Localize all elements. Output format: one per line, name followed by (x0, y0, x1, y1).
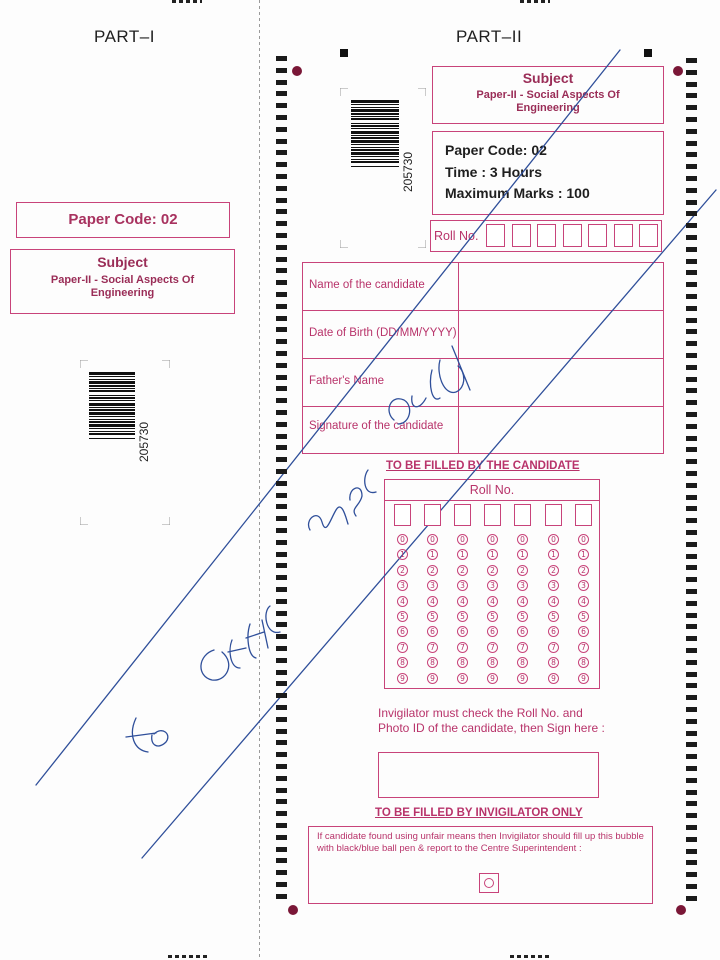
timing-mark (686, 589, 697, 594)
timing-mark (686, 695, 697, 700)
omr-bubble[interactable]: 6 (397, 626, 408, 637)
timing-mark (686, 141, 697, 146)
scan-edge-mark (172, 0, 202, 3)
timing-mark (276, 162, 287, 167)
omr-bubble[interactable]: 8 (457, 657, 468, 668)
timing-mark (276, 823, 287, 828)
timing-mark (276, 469, 287, 474)
timing-mark (276, 174, 287, 179)
timing-mark (686, 778, 697, 783)
omr-bubble[interactable]: 1 (397, 549, 408, 560)
part1-title: PART–I (94, 27, 155, 46)
timing-mark (686, 577, 697, 582)
timing-mark (686, 660, 697, 665)
timing-mark (276, 611, 287, 616)
omr-bubble[interactable]: 3 (427, 580, 438, 591)
timing-mark (686, 82, 697, 87)
omr-roll-cell[interactable] (394, 504, 411, 526)
timing-mark (686, 506, 697, 511)
omr-bubble[interactable]: 4 (487, 596, 498, 607)
candidate-section-heading: TO BE FILLED BY THE CANDIDATE (386, 460, 580, 472)
timing-mark (686, 790, 697, 795)
timing-mark (686, 117, 697, 122)
part2-time: Time : 3 Hours (445, 164, 542, 180)
invigilator-instruction: Invigilator must check the Roll No. and Photo ID of the candidate, then Sign here : (378, 706, 605, 735)
timing-mark (276, 599, 287, 604)
omr-bubble[interactable]: 8 (427, 657, 438, 668)
timing-mark (276, 221, 287, 226)
roll-no-cell[interactable] (614, 224, 633, 247)
omr-bubble[interactable]: 1 (487, 549, 498, 560)
omr-bubble[interactable]: 9 (487, 673, 498, 684)
timing-mark (686, 259, 697, 264)
timing-mark (276, 575, 287, 580)
timing-mark (276, 198, 287, 203)
timing-mark (686, 766, 697, 771)
handwriting-stroke (309, 470, 376, 530)
omr-bubble[interactable]: 9 (578, 673, 589, 684)
timing-mark (276, 658, 287, 663)
part2-title: PART–II (456, 27, 523, 46)
timing-mark (276, 894, 287, 899)
timing-mark (686, 318, 697, 323)
timing-mark (276, 788, 287, 793)
timing-mark (276, 752, 287, 757)
omr-bubble[interactable]: 1 (517, 549, 528, 560)
timing-mark (276, 103, 287, 108)
omr-bubble[interactable]: 9 (548, 673, 559, 684)
timing-mark (686, 518, 697, 523)
timing-mark (276, 363, 287, 368)
part1-paper-code: Paper Code: 02 (68, 211, 178, 228)
timing-mark (276, 493, 287, 498)
omr-roll-cell[interactable] (484, 504, 501, 526)
timing-mark (686, 530, 697, 535)
omr-roll-cell[interactable] (545, 504, 562, 526)
timing-mark (276, 316, 287, 321)
field-label-father-name: Father's Name (309, 375, 385, 387)
timing-mark (686, 648, 697, 653)
timing-mark (276, 257, 287, 262)
roll-no-cell[interactable] (486, 224, 505, 247)
omr-roll-cell[interactable] (424, 504, 441, 526)
omr-bubble[interactable]: 8 (578, 657, 589, 668)
omr-bubble[interactable]: 2 (578, 565, 589, 576)
omr-bubble[interactable]: 0 (487, 534, 498, 545)
omr-bubble[interactable]: 9 (427, 673, 438, 684)
timing-mark (686, 188, 697, 193)
timing-mark (276, 587, 287, 592)
timing-mark (686, 837, 697, 842)
omr-bubble[interactable]: 8 (517, 657, 528, 668)
timing-mark (686, 849, 697, 854)
scan-edge-mark (510, 955, 550, 958)
part2-max-marks: Maximum Marks : 100 (445, 185, 590, 201)
timing-mark (686, 353, 697, 358)
timing-mark (686, 447, 697, 452)
timing-mark (276, 847, 287, 852)
timing-mark (686, 672, 697, 677)
scan-edge-mark (520, 0, 550, 3)
omr-bubble[interactable]: 6 (427, 626, 438, 637)
omr-bubble[interactable]: 2 (457, 565, 468, 576)
omr-bubble[interactable]: 6 (578, 626, 589, 637)
omr-bubble[interactable]: 8 (397, 657, 408, 668)
timing-mark (686, 884, 697, 889)
timing-mark (276, 445, 287, 450)
timing-mark (686, 105, 697, 110)
timing-mark (276, 622, 287, 627)
timing-mark (686, 341, 697, 346)
timing-mark (686, 377, 697, 382)
omr-bubble[interactable]: 5 (517, 611, 528, 622)
omr-bubble[interactable]: 2 (487, 565, 498, 576)
timing-mark (276, 127, 287, 132)
timing-mark (686, 801, 697, 806)
omr-bubble[interactable]: 4 (397, 596, 408, 607)
timing-mark (686, 495, 697, 500)
invigilator-section-heading: TO BE FILLED BY INVIGILATOR ONLY (375, 807, 583, 819)
omr-bubble[interactable]: 5 (548, 611, 559, 622)
timing-mark (276, 717, 287, 722)
timing-mark (686, 624, 697, 629)
timing-mark (686, 613, 697, 618)
omr-bubble[interactable]: 4 (517, 596, 528, 607)
omr-bubble[interactable]: 3 (548, 580, 559, 591)
timing-mark (686, 860, 697, 865)
omr-bubble[interactable]: 2 (427, 565, 438, 576)
timing-mark (686, 554, 697, 559)
roll-no-cell[interactable] (588, 224, 607, 247)
omr-bubble[interactable]: 5 (578, 611, 589, 622)
timing-mark (686, 211, 697, 216)
part1-subject-name: Paper-II - Social Aspects Of Engineering (50, 274, 195, 299)
timing-mark (276, 552, 287, 557)
omr-bubble[interactable]: 3 (397, 580, 408, 591)
part2-subject-heading: Subject (522, 70, 574, 86)
timing-mark (686, 176, 697, 181)
omr-bubble[interactable]: 6 (517, 626, 528, 637)
timing-mark (686, 306, 697, 311)
omr-bubble[interactable]: 1 (457, 549, 468, 560)
timing-mark (276, 139, 287, 144)
omr-bubble[interactable]: 4 (548, 596, 559, 607)
omr-bubble[interactable]: 0 (578, 534, 589, 545)
omr-bubble[interactable]: 3 (457, 580, 468, 591)
timing-mark (276, 115, 287, 120)
omr-bubble[interactable]: 0 (427, 534, 438, 545)
timing-mark (276, 339, 287, 344)
timing-mark (686, 235, 697, 240)
timing-mark (276, 670, 287, 675)
omr-bubble[interactable]: 6 (457, 626, 468, 637)
timing-mark (276, 245, 287, 250)
timing-mark (686, 129, 697, 134)
omr-bubble[interactable]: 6 (548, 626, 559, 637)
timing-mark (276, 68, 287, 73)
omr-bubble[interactable]: 7 (548, 642, 559, 653)
timing-mark (276, 351, 287, 356)
timing-mark (686, 813, 697, 818)
handwriting-stroke (126, 718, 168, 752)
timing-mark (276, 729, 287, 734)
timing-mark (276, 835, 287, 840)
omr-bubble[interactable]: 5 (397, 611, 408, 622)
timing-mark (276, 693, 287, 698)
timing-mark (276, 280, 287, 285)
omr-bubble[interactable]: 7 (487, 642, 498, 653)
timing-mark (276, 563, 287, 568)
part2-paper-code: Paper Code: 02 (445, 142, 547, 158)
timing-mark (276, 481, 287, 486)
timing-mark (686, 471, 697, 476)
timing-mark (276, 304, 287, 309)
timing-mark (686, 719, 697, 724)
timing-mark (276, 705, 287, 710)
timing-mark (686, 542, 697, 547)
omr-bubble[interactable]: 2 (517, 565, 528, 576)
timing-mark (276, 858, 287, 863)
omr-bubble[interactable]: 0 (548, 534, 559, 545)
timing-mark (686, 365, 697, 370)
timing-mark (686, 400, 697, 405)
timing-mark (276, 811, 287, 816)
timing-mark (276, 764, 287, 769)
omr-bubble[interactable]: 2 (397, 565, 408, 576)
timing-mark (686, 707, 697, 712)
timing-mark (276, 457, 287, 462)
omr-bubble[interactable]: 4 (427, 596, 438, 607)
part1-subject-heading: Subject (97, 254, 148, 270)
timing-mark (276, 186, 287, 191)
diagonal-strike-line (36, 50, 620, 785)
omr-bubble[interactable]: 9 (457, 673, 468, 684)
omr-bubble[interactable]: 1 (548, 549, 559, 560)
omr-bubble[interactable]: 3 (487, 580, 498, 591)
omr-bubble[interactable]: 7 (427, 642, 438, 653)
timing-mark (686, 58, 697, 63)
timing-mark (686, 754, 697, 759)
timing-mark (276, 646, 287, 651)
omr-roll-cell[interactable] (575, 504, 592, 526)
timing-mark (686, 825, 697, 830)
timing-mark (276, 386, 287, 391)
timing-mark (276, 504, 287, 509)
field-label-name: Name of the candidate (309, 279, 425, 291)
roll-no-cell[interactable] (512, 224, 531, 247)
timing-mark (276, 634, 287, 639)
omr-roll-cell[interactable] (454, 504, 471, 526)
timing-mark (686, 164, 697, 169)
timing-mark (686, 388, 697, 393)
omr-bubble[interactable]: 1 (578, 549, 589, 560)
timing-mark (686, 565, 697, 570)
timing-mark (686, 872, 697, 877)
timing-mark (686, 483, 697, 488)
timing-mark (276, 80, 287, 85)
timing-mark (276, 410, 287, 415)
timing-mark (686, 742, 697, 747)
roll-grid-heading: Roll No. (385, 480, 599, 501)
field-label-dob: Date of Birth (DD/MM/YYYY) (309, 327, 457, 339)
timing-mark (686, 93, 697, 98)
omr-bubble[interactable]: 5 (457, 611, 468, 622)
omr-bubble[interactable]: 2 (548, 565, 559, 576)
part1-barcode-number: 205730 (137, 421, 151, 462)
timing-mark (276, 327, 287, 332)
timing-mark (686, 436, 697, 441)
omr-bubble[interactable]: 0 (397, 534, 408, 545)
timing-mark (276, 740, 287, 745)
unfair-means-note: If candidate found using unfair means then Invigilator should fill up this bubble with black/blue ball pen & report to the Centre Superintendent : (317, 831, 644, 854)
timing-mark (276, 233, 287, 238)
omr-bubble[interactable]: 6 (487, 626, 498, 637)
timing-mark (276, 516, 287, 521)
omr-bubble[interactable]: 0 (457, 534, 468, 545)
timing-mark (276, 776, 287, 781)
omr-bubble[interactable]: 5 (427, 611, 438, 622)
timing-mark (276, 681, 287, 686)
omr-bubble[interactable]: 8 (487, 657, 498, 668)
timing-mark (686, 70, 697, 75)
timing-mark (686, 424, 697, 429)
timing-mark (276, 268, 287, 273)
timing-mark (686, 731, 697, 736)
timing-mark (686, 896, 697, 901)
omr-bubble[interactable]: 4 (457, 596, 468, 607)
scan-edge-mark (168, 955, 208, 958)
roll-no-label: Roll No. (434, 229, 479, 243)
timing-mark (686, 223, 697, 228)
omr-bubble[interactable]: 8 (548, 657, 559, 668)
roll-no-cell[interactable] (563, 224, 582, 247)
timing-mark (276, 870, 287, 875)
timing-mark (276, 528, 287, 533)
timing-mark (686, 329, 697, 334)
timing-mark (276, 209, 287, 214)
timing-mark (276, 56, 287, 61)
timing-mark (686, 683, 697, 688)
timing-mark (276, 882, 287, 887)
timing-mark (686, 200, 697, 205)
omr-bubble[interactable]: 0 (517, 534, 528, 545)
timing-mark (276, 799, 287, 804)
omr-bubble[interactable]: 7 (517, 642, 528, 653)
timing-mark (276, 540, 287, 545)
omr-roll-cell[interactable] (514, 504, 531, 526)
omr-bubble[interactable]: 7 (457, 642, 468, 653)
timing-mark (276, 150, 287, 155)
handwriting-stroke (389, 346, 470, 424)
timing-mark (276, 292, 287, 297)
roll-no-cell[interactable] (537, 224, 556, 247)
omr-bubble[interactable]: 5 (487, 611, 498, 622)
omr-bubble[interactable]: 9 (517, 673, 528, 684)
timing-mark (686, 152, 697, 157)
omr-bubble[interactable]: 7 (397, 642, 408, 653)
part2-subject-name: Paper-II - Social Aspects Of Engineering (476, 89, 620, 114)
timing-mark (686, 270, 697, 275)
timing-mark (686, 636, 697, 641)
omr-bubble[interactable]: 7 (578, 642, 589, 653)
timing-mark (686, 459, 697, 464)
timing-mark (686, 412, 697, 417)
part2-barcode-number: 205730 (401, 151, 415, 192)
omr-bubble[interactable]: 3 (517, 580, 528, 591)
timing-mark (686, 247, 697, 252)
timing-mark (276, 398, 287, 403)
handwriting-stroke (201, 606, 280, 680)
omr-bubble[interactable]: 9 (397, 673, 408, 684)
timing-mark (276, 91, 287, 96)
omr-bubble[interactable]: 1 (427, 549, 438, 560)
timing-mark (276, 422, 287, 427)
timing-mark (686, 282, 697, 287)
omr-bubble[interactable]: 4 (578, 596, 589, 607)
roll-no-cell[interactable] (639, 224, 658, 247)
omr-bubble[interactable]: 3 (578, 580, 589, 591)
timing-mark (276, 375, 287, 380)
field-label-signature: Signature of the candidate (309, 420, 444, 432)
timing-mark (686, 294, 697, 299)
timing-mark (276, 434, 287, 439)
timing-mark (686, 601, 697, 606)
